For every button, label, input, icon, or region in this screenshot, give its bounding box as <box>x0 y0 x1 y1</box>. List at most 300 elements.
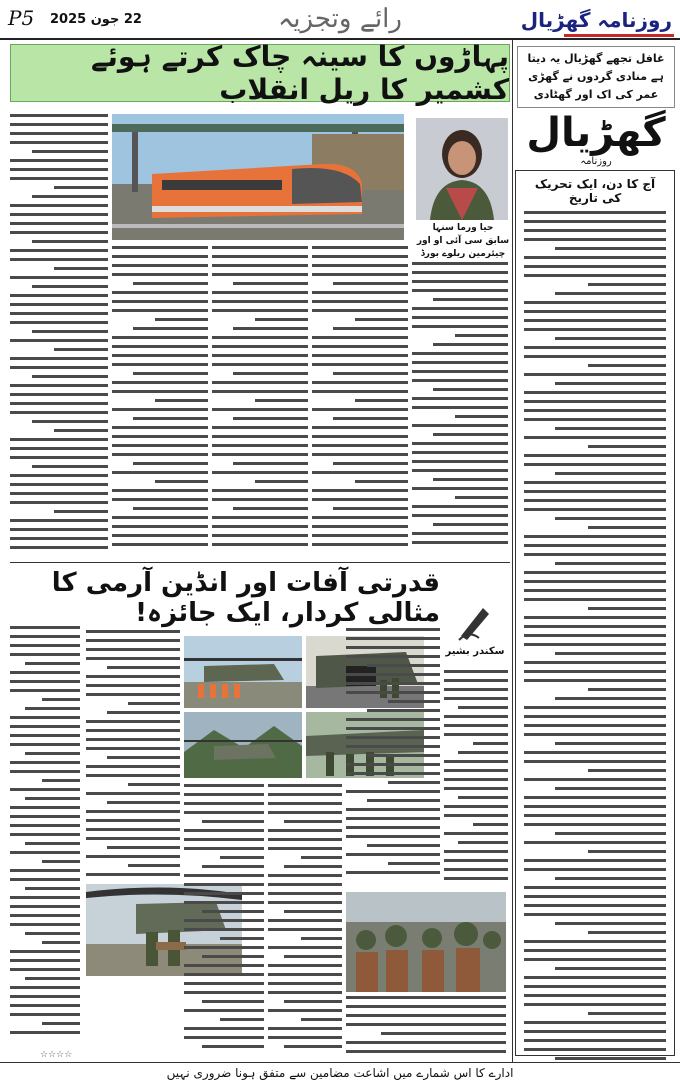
article2-author: سکندر بشیر <box>445 646 505 657</box>
text-line <box>555 832 666 835</box>
text-line <box>346 1005 506 1008</box>
text-line <box>86 639 180 642</box>
text-line <box>212 435 308 438</box>
text-line <box>555 427 666 430</box>
text-line <box>32 150 108 153</box>
text-line <box>268 946 342 949</box>
text-line <box>10 447 108 450</box>
text-line <box>10 177 108 180</box>
text-line <box>25 662 80 665</box>
text-line <box>10 806 80 809</box>
text-line <box>10 851 80 854</box>
text-line <box>10 968 80 971</box>
text-line <box>555 652 666 655</box>
text-line <box>112 273 208 276</box>
text-line <box>433 298 508 301</box>
text-line <box>133 417 208 420</box>
pen-icon <box>453 600 497 644</box>
text-line <box>555 292 666 295</box>
text-line <box>524 409 666 412</box>
text-line <box>412 289 508 292</box>
text-line <box>524 220 666 223</box>
text-line <box>10 914 80 917</box>
text-line <box>555 337 666 340</box>
logo-text: گھڑیال <box>526 110 666 156</box>
text-line <box>184 919 264 922</box>
text-line <box>212 291 308 294</box>
text-line <box>524 805 666 808</box>
text-line <box>184 973 264 976</box>
text-line <box>233 417 308 420</box>
text-line <box>524 868 666 871</box>
text-line <box>212 453 308 456</box>
text-line <box>202 820 264 823</box>
text-line <box>444 715 508 718</box>
text-line <box>444 805 508 808</box>
text-line <box>524 751 666 754</box>
text-line <box>86 810 180 813</box>
text-line <box>346 745 440 748</box>
text-line <box>524 796 666 799</box>
text-line <box>86 630 180 633</box>
text-line <box>10 312 108 315</box>
text-line <box>312 498 408 501</box>
text-line <box>212 246 308 249</box>
text-line <box>268 811 342 814</box>
text-line <box>301 937 342 940</box>
sidebar-article-body <box>524 211 666 1061</box>
text-line <box>346 1050 506 1053</box>
text-line <box>112 471 208 474</box>
text-line <box>212 489 308 492</box>
text-line <box>346 628 440 631</box>
text-line <box>86 738 180 741</box>
text-line <box>412 397 508 400</box>
text-line <box>128 702 180 705</box>
text-line <box>10 770 80 773</box>
text-line <box>212 309 308 312</box>
text-line <box>355 318 408 321</box>
text-line <box>32 285 108 288</box>
text-line <box>555 787 666 790</box>
text-line <box>212 381 308 384</box>
text-line <box>367 799 440 802</box>
text-line <box>444 670 508 673</box>
text-line <box>10 213 108 216</box>
text-line <box>524 661 666 664</box>
text-line <box>555 247 666 250</box>
text-line <box>10 528 108 531</box>
footer-disclaimer: ادارے کا اس شمارے میں اشاعت مضامین سے متفق ہونا ضروری نہیں <box>0 1062 680 1084</box>
text-line <box>444 814 508 817</box>
text-line <box>412 361 508 364</box>
text-line <box>25 932 80 935</box>
text-line <box>312 435 408 438</box>
text-line <box>184 1036 264 1039</box>
sidebar-tagline: غافل تجھے گھڑیال یہ دیتا ہے منادی گردوں نے گھڑی عمر کی اک اور گھٹادی <box>517 46 675 108</box>
text-line <box>588 283 666 286</box>
text-line <box>444 724 508 727</box>
section-divider <box>10 562 510 563</box>
text-line <box>524 841 666 844</box>
text-line <box>212 390 308 393</box>
text-line <box>412 379 508 382</box>
text-line <box>524 886 666 889</box>
text-line <box>412 280 508 283</box>
text-line <box>112 390 208 393</box>
text-line <box>10 869 80 872</box>
text-line <box>42 698 81 701</box>
text-line <box>333 372 408 375</box>
article2-column-1 <box>10 626 80 1038</box>
text-line <box>112 426 208 429</box>
text-line <box>312 525 408 528</box>
text-line <box>433 433 508 436</box>
text-line <box>255 318 308 321</box>
text-line <box>524 706 666 709</box>
text-line <box>212 426 308 429</box>
text-line <box>524 454 666 457</box>
text-line <box>184 1009 264 1012</box>
text-line <box>346 673 440 676</box>
text-line <box>346 718 440 721</box>
article1-column-2 <box>112 246 208 554</box>
text-line <box>212 345 308 348</box>
text-line <box>184 892 264 895</box>
article2-column-7 <box>346 996 506 1056</box>
text-line <box>346 996 506 999</box>
logo-prefix: روزنامہ <box>580 156 612 167</box>
text-line <box>312 246 408 249</box>
text-line <box>155 318 208 321</box>
text-line <box>184 811 264 814</box>
text-line <box>10 734 80 737</box>
text-line <box>10 689 80 692</box>
text-line <box>220 856 264 859</box>
text-line <box>588 688 666 691</box>
text-line <box>524 319 666 322</box>
text-line <box>524 310 666 313</box>
text-line <box>473 742 508 745</box>
text-line <box>312 390 408 393</box>
text-line <box>133 507 208 510</box>
text-line <box>10 788 80 791</box>
text-line <box>10 168 108 171</box>
text-line <box>268 901 342 904</box>
text-line <box>86 819 180 822</box>
text-line <box>524 211 666 214</box>
text-line <box>524 1030 666 1033</box>
text-line <box>412 442 508 445</box>
text-line <box>54 510 108 513</box>
text-line <box>268 892 342 895</box>
text-line <box>10 833 80 836</box>
text-line <box>10 321 108 324</box>
text-line <box>524 715 666 718</box>
text-line <box>346 1041 506 1044</box>
text-line <box>412 352 508 355</box>
text-line <box>212 471 308 474</box>
text-line <box>346 637 440 640</box>
text-line <box>112 435 208 438</box>
text-line <box>444 877 508 880</box>
text-line <box>524 760 666 763</box>
article2-column-5 <box>346 628 440 886</box>
text-line <box>32 330 108 333</box>
text-line <box>301 856 342 859</box>
text-line <box>25 842 80 845</box>
text-line <box>107 801 180 804</box>
article2-byline <box>445 600 505 664</box>
text-line <box>458 796 508 799</box>
text-line <box>346 736 440 739</box>
text-line <box>10 339 108 342</box>
text-line <box>524 391 666 394</box>
text-line <box>333 327 408 330</box>
text-line <box>86 693 180 696</box>
text-line <box>212 543 308 546</box>
text-line <box>444 769 508 772</box>
text-line <box>524 499 666 502</box>
text-line <box>107 756 180 759</box>
text-line <box>412 370 508 373</box>
text-line <box>184 883 264 886</box>
text-line <box>10 519 108 522</box>
text-line <box>524 949 666 952</box>
text-line <box>312 354 408 357</box>
text-line <box>555 472 666 475</box>
text-line <box>312 471 408 474</box>
text-line <box>10 276 108 279</box>
helicopter-rescue-photo <box>184 636 302 708</box>
text-line <box>10 438 108 441</box>
sidebar-article <box>515 170 675 1056</box>
text-line <box>10 474 108 477</box>
article1-column-3 <box>212 246 308 554</box>
text-line <box>133 462 208 465</box>
text-line <box>524 238 666 241</box>
text-line <box>10 249 108 252</box>
text-line <box>346 871 440 874</box>
text-line <box>524 634 666 637</box>
text-line <box>42 779 81 782</box>
text-line <box>112 246 208 249</box>
text-line <box>524 265 666 268</box>
text-line <box>10 159 108 162</box>
text-line <box>10 222 108 225</box>
text-line <box>10 878 80 881</box>
article2-column-6 <box>444 670 508 886</box>
text-line <box>312 381 408 384</box>
text-line <box>524 589 666 592</box>
text-line <box>455 334 508 337</box>
text-line <box>268 838 342 841</box>
article1-byline <box>415 222 511 261</box>
text-line <box>10 815 80 818</box>
text-line <box>54 186 108 189</box>
text-line <box>10 204 108 207</box>
page-number: P5 <box>8 6 35 30</box>
text-line <box>25 797 80 800</box>
text-line <box>284 1000 342 1003</box>
text-line <box>473 823 508 826</box>
text-line <box>32 240 108 243</box>
text-line <box>10 905 80 908</box>
text-line <box>112 453 208 456</box>
text-line <box>112 291 208 294</box>
text-line <box>312 264 408 267</box>
text-line <box>184 982 264 985</box>
text-line <box>25 887 80 890</box>
text-line <box>555 517 666 520</box>
text-line <box>346 646 440 649</box>
text-line <box>202 865 264 868</box>
text-line <box>86 648 180 651</box>
text-line <box>25 977 80 980</box>
text-line <box>412 532 508 535</box>
text-line <box>312 444 408 447</box>
article1-column-4 <box>312 246 408 554</box>
text-line <box>444 697 508 700</box>
text-line <box>588 607 666 610</box>
text-line <box>433 343 508 346</box>
text-line <box>433 388 508 391</box>
text-line <box>444 787 508 790</box>
text-line <box>588 1012 666 1015</box>
train-photo <box>112 114 404 240</box>
helicopter-valley-photo <box>184 712 302 778</box>
text-line <box>346 682 440 685</box>
text-line <box>524 859 666 862</box>
text-line <box>212 534 308 537</box>
text-line <box>133 372 208 375</box>
text-line <box>444 868 508 871</box>
text-line <box>212 255 308 258</box>
sidebar-article-title: آج کا دن، ایک تحریک کی تاریخ <box>534 177 656 205</box>
text-line <box>255 399 308 402</box>
text-line <box>346 1023 506 1026</box>
issue-date: 22 جون 2025 <box>50 12 142 27</box>
text-line <box>588 931 666 934</box>
text-line <box>25 707 80 710</box>
text-line <box>268 991 342 994</box>
text-line <box>112 255 208 258</box>
text-line <box>10 492 108 495</box>
text-line <box>255 480 308 483</box>
text-line <box>268 973 342 976</box>
article2-column-3 <box>184 784 264 1056</box>
text-line <box>10 923 80 926</box>
text-line <box>112 336 208 339</box>
text-line <box>112 354 208 357</box>
text-line <box>233 462 308 465</box>
text-line <box>555 562 666 565</box>
text-line <box>524 733 666 736</box>
text-line <box>10 995 80 998</box>
text-line <box>524 1039 666 1042</box>
text-line <box>86 792 180 795</box>
text-line <box>42 860 81 863</box>
text-line <box>524 625 666 628</box>
text-line <box>524 985 666 988</box>
text-line <box>312 516 408 519</box>
text-line <box>524 778 666 781</box>
text-line <box>184 901 264 904</box>
text-line <box>412 271 508 274</box>
text-line <box>184 874 264 877</box>
text-line <box>112 525 208 528</box>
text-line <box>412 406 508 409</box>
text-line <box>367 754 440 757</box>
text-line <box>112 489 208 492</box>
text-line <box>555 967 666 970</box>
text-line <box>312 534 408 537</box>
text-line <box>524 436 666 439</box>
text-line <box>155 480 208 483</box>
text-line <box>10 986 80 989</box>
text-line <box>184 784 264 787</box>
flood-rescue-crowd-photo <box>346 892 506 992</box>
text-line <box>524 679 666 682</box>
text-line <box>112 543 208 546</box>
text-line <box>346 772 440 775</box>
text-line <box>346 691 440 694</box>
text-line <box>86 729 180 732</box>
text-line <box>10 1004 80 1007</box>
text-line <box>524 940 666 943</box>
text-line <box>367 664 440 667</box>
text-line <box>112 534 208 537</box>
text-line <box>10 141 108 144</box>
text-line <box>184 802 264 805</box>
text-line <box>312 363 408 366</box>
article2-column-4 <box>268 784 342 1056</box>
text-line <box>388 781 440 784</box>
text-line <box>268 874 342 877</box>
text-line <box>524 814 666 817</box>
text-line <box>388 700 440 703</box>
text-line <box>301 1018 342 1021</box>
text-line <box>588 769 666 772</box>
text-line <box>10 950 80 953</box>
text-line <box>555 742 666 745</box>
text-line <box>412 262 508 265</box>
text-line <box>184 793 264 796</box>
text-line <box>412 451 508 454</box>
text-line <box>412 505 508 508</box>
text-line <box>10 501 108 504</box>
text-line <box>524 1021 666 1024</box>
text-line <box>112 444 208 447</box>
text-line <box>412 460 508 463</box>
text-line <box>10 258 108 261</box>
text-line <box>284 955 342 958</box>
text-line <box>524 904 666 907</box>
text-line <box>444 778 508 781</box>
text-line <box>86 684 180 687</box>
text-line <box>112 264 208 267</box>
text-line <box>112 309 208 312</box>
text-line <box>10 653 80 656</box>
text-line <box>268 802 342 805</box>
text-line <box>312 309 408 312</box>
text-line <box>524 229 666 232</box>
text-line <box>212 498 308 501</box>
text-line <box>107 711 180 714</box>
text-line <box>412 307 508 310</box>
text-line <box>346 727 440 730</box>
text-line <box>112 381 208 384</box>
